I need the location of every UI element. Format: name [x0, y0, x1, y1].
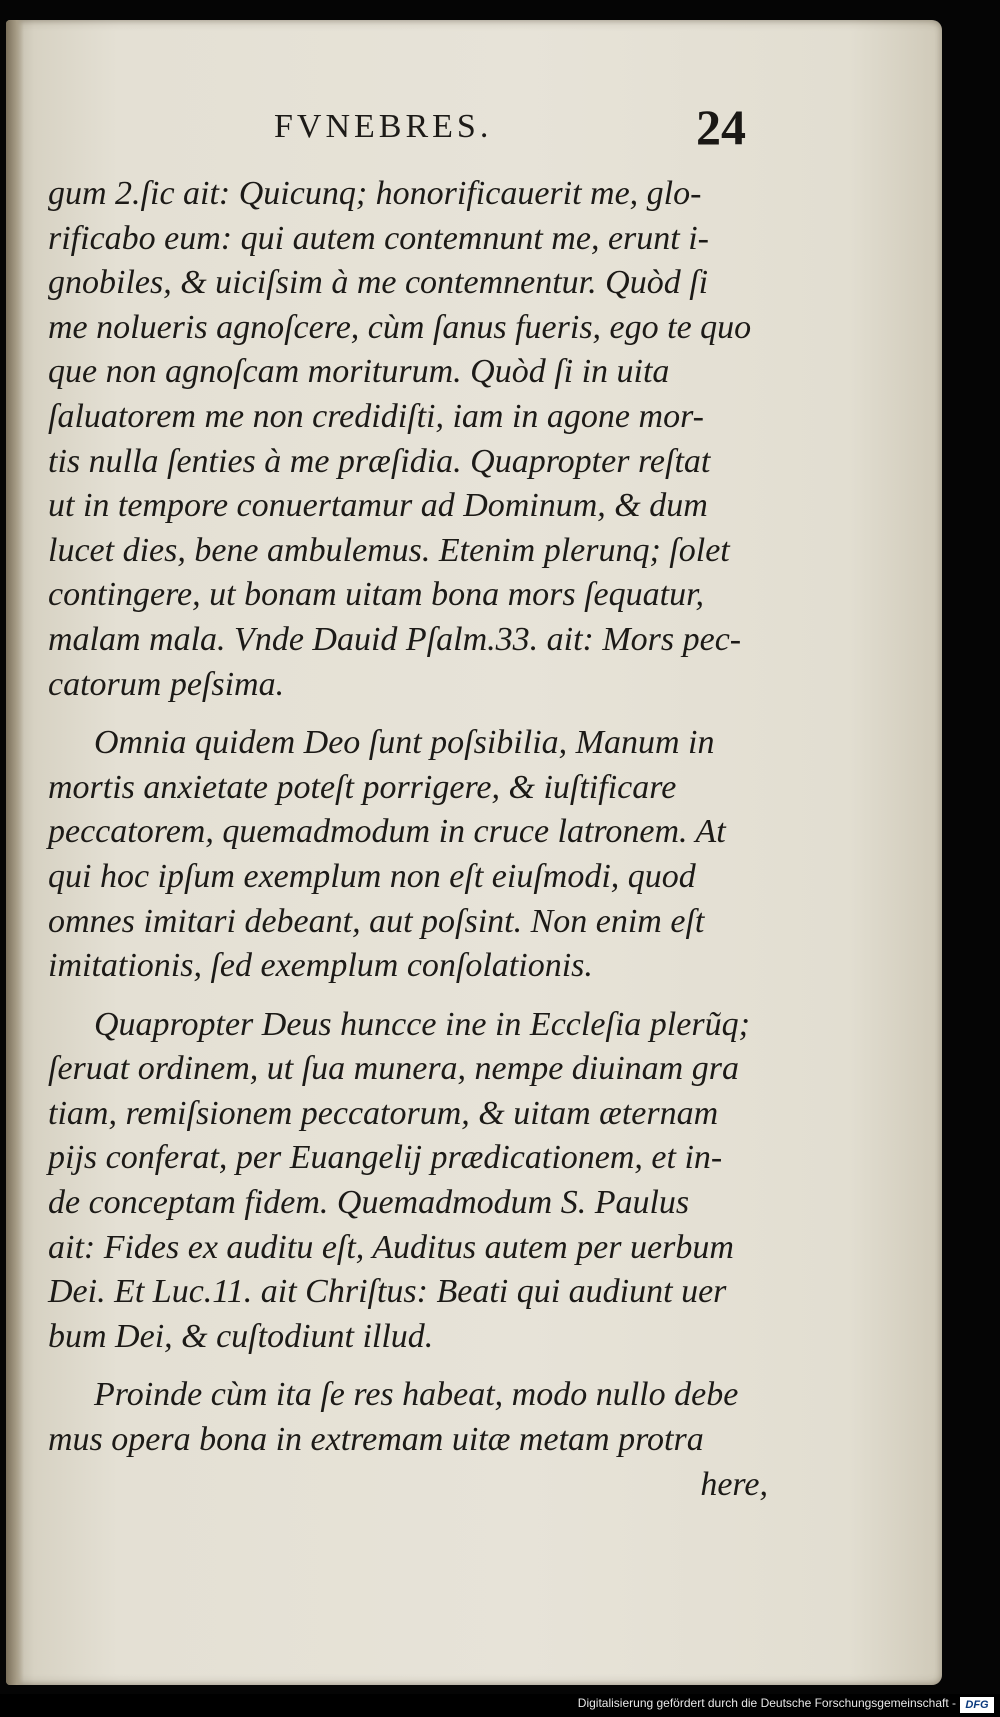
text-line: ſaluatorem me non credidiſti, iam in agone mor-	[48, 397, 704, 435]
book-page	[6, 20, 942, 1685]
text-line: peccatorem, quemadmodum in cruce latronem. At	[48, 813, 726, 851]
text-line: que non agnoſcam moriturum. Quòd ſi in uita	[48, 353, 670, 391]
text-line: catorum peſsima.	[48, 665, 285, 703]
text-line: de conceptam fidem. Quemadmodum S. Paulus	[48, 1184, 690, 1222]
text-line: omnes imitari debeant, aut poſsint. Non enim eſt	[48, 902, 705, 940]
running-head: FVNEBRES.	[274, 108, 493, 145]
paragraph-start-line: Proinde cùm ita ſe res habeat, modo nullo debe	[94, 1376, 739, 1414]
catchword: here,	[700, 1465, 768, 1503]
text-line: ait: Fides ex auditu eſt, Auditus autem per uerbum	[48, 1228, 734, 1266]
text-line: tiam, remiſsionem peccatorum, & uitam æternam	[48, 1094, 719, 1132]
text-line: ut in tempore conuertamur ad Dominum, & dum	[48, 487, 708, 525]
digitization-footer	[0, 1694, 1000, 1717]
text-line: gnobiles, & uiciſsim à me contemnentur. Quòd ſi	[48, 264, 709, 302]
text-line: lucet dies, bene ambulemus. Etenim plerunq; ſolet	[48, 531, 730, 569]
funding-credit: Digitalisierung gefördert durch die Deutsche Forschungsgemeinschaft -	[577, 1696, 956, 1710]
paragraph-start-line: Omnia quidem Deo ſunt poſsibilia, Manum in	[94, 724, 715, 762]
text-line: me nolueris agnoſcere, cùm ſanus fueris, ego te quo	[48, 308, 752, 346]
page-number: 24	[696, 99, 746, 155]
text-line: qui hoc ipſum exemplum non eſt eiuſmodi, quod	[48, 857, 696, 895]
text-line: malam mala. Vnde Dauid Pſalm.33. ait: Mors pec-	[48, 620, 742, 658]
text-line: Dei. Et Luc.11. ait Chriſtus: Beati qui audiunt uer	[48, 1273, 727, 1311]
text-line: mus opera bona in extremam uitæ metam protra	[48, 1421, 704, 1459]
page-binding-shadow	[6, 20, 24, 1685]
dfg-logo: DFG	[960, 1697, 994, 1713]
text-line: bum Dei, & cuſtodiunt illud.	[48, 1317, 434, 1355]
text-line: imitationis, ſed exemplum conſolationis.	[48, 947, 593, 985]
text-line: mortis anxietate poteſt porrigere, & iuſtificare	[48, 768, 677, 806]
text-line: ſeruat ordinem, ut ſua munera, nempe diuinam gra	[48, 1050, 739, 1088]
text-line: tis nulla ſenties à me præſidia. Quapropter reſtat	[48, 442, 711, 480]
text-line: pijs conferat, per Euangelij prædicationem, et in-	[48, 1139, 723, 1177]
text-line: contingere, ut bonam uitam bona mors ſequatur,	[48, 576, 705, 614]
text-line: rificabo eum: qui autem contemnunt me, erunt i-	[48, 219, 709, 257]
body-text	[48, 172, 768, 1507]
text-line: gum 2.ſic ait: Quicunq; honorificauerit me, glo-	[48, 175, 702, 212]
paragraph-start-line: Quapropter Deus huncce ine in Eccleſia plerũq;	[94, 1005, 750, 1043]
